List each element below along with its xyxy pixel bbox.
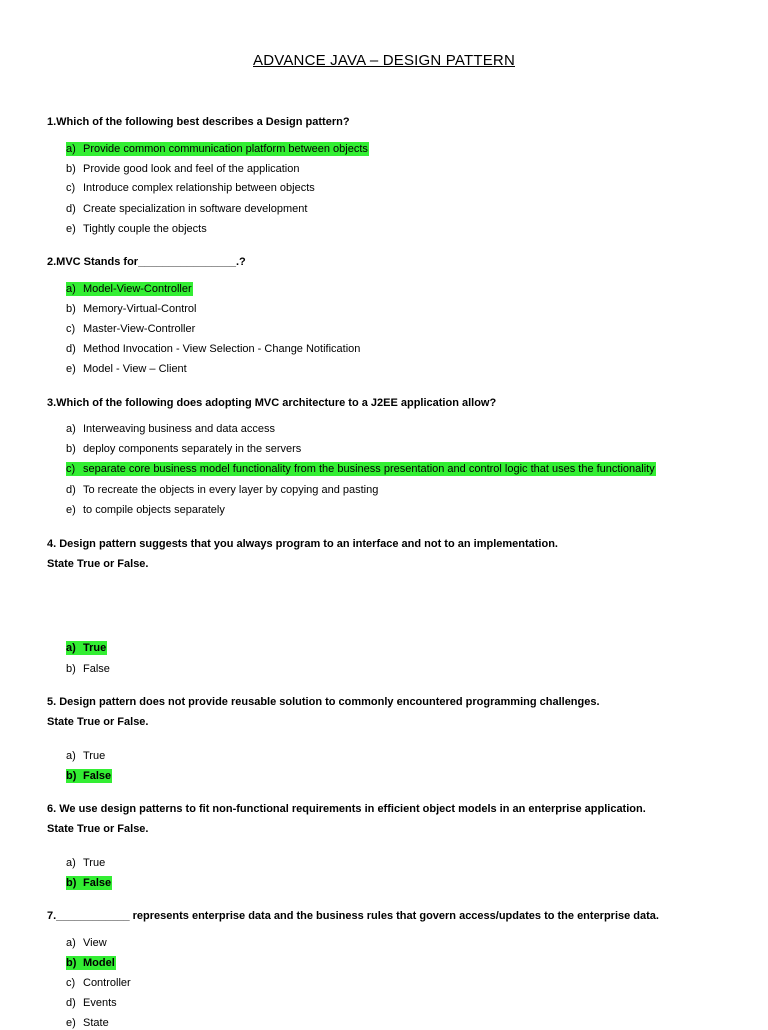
question-6-option-a: a) True <box>66 857 106 869</box>
question-2-option-b: b) Memory-Virtual-Control <box>66 303 197 315</box>
question-6-instruction: State True or False. <box>47 823 149 835</box>
question-2-option-a: a) Model-View-Controller <box>66 283 192 295</box>
question-5-instruction: State True or False. <box>47 716 149 728</box>
question-2: 2.MVC Stands for________________.? <box>47 256 246 268</box>
question-6-option-b: b) False <box>66 877 112 889</box>
question-4-instruction: State True or False. <box>47 558 149 570</box>
question-1: 1.Which of the following best describes a Design pattern? <box>47 116 350 128</box>
question-3-option-e: e) to compile objects separately <box>66 504 225 516</box>
question-1-option-c: c) Introduce complex relationship between objects <box>66 182 315 194</box>
question-7-option-b: b) Model <box>66 957 115 969</box>
question-3-option-d: d) To recreate the objects in every layer by copying and pasting <box>66 484 379 496</box>
document-title: ADVANCE JAVA – DESIGN PATTERN <box>253 52 515 69</box>
question-1-option-e: e) Tightly couple the objects <box>66 223 207 235</box>
question-1-option-a: a) Provide common communication platform between objects <box>66 143 368 155</box>
question-1-option-d: d) Create specialization in software development <box>66 203 308 215</box>
question-2-option-d: d) Method Invocation - View Selection - Change Notification <box>66 343 361 355</box>
question-5-option-b: b) False <box>66 770 112 782</box>
question-5: 5. Design pattern does not provide reusable solution to commonly encountered programming challenges. <box>47 696 600 708</box>
question-3-option-c: c) separate core business model functionality from the business presentation and control logic that uses the functionality <box>66 463 655 475</box>
question-3: 3.Which of the following does adopting MVC architecture to a J2EE application allow? <box>47 397 497 409</box>
question-2-option-c: c) Master-View-Controller <box>66 323 196 335</box>
question-1-option-b: b) Provide good look and feel of the application <box>66 163 300 175</box>
question-6: 6. We use design patterns to fit non-functional requirements in efficient object models in an enterprise application. <box>47 803 646 815</box>
question-7-option-a: a) View <box>66 937 107 949</box>
question-5-option-a: a) True <box>66 750 106 762</box>
question-7-option-d: d) Events <box>66 997 117 1009</box>
question-3-option-b: b) deploy components separately in the servers <box>66 443 302 455</box>
question-4-option-b: b) False <box>66 663 110 675</box>
question-4-option-a: a) True <box>66 642 107 654</box>
question-7-option-e: e) State <box>66 1017 109 1029</box>
question-2-option-e: e) Model - View – Client <box>66 363 187 375</box>
question-7: 7.____________ represents enterprise data and the business rules that govern access/updates to the enterprise data. <box>47 910 659 922</box>
question-4: 4. Design pattern suggests that you always program to an interface and not to an implementation. <box>47 538 558 550</box>
question-3-option-a: a) Interweaving business and data access <box>66 423 276 435</box>
question-7-option-c: c) Controller <box>66 977 131 989</box>
